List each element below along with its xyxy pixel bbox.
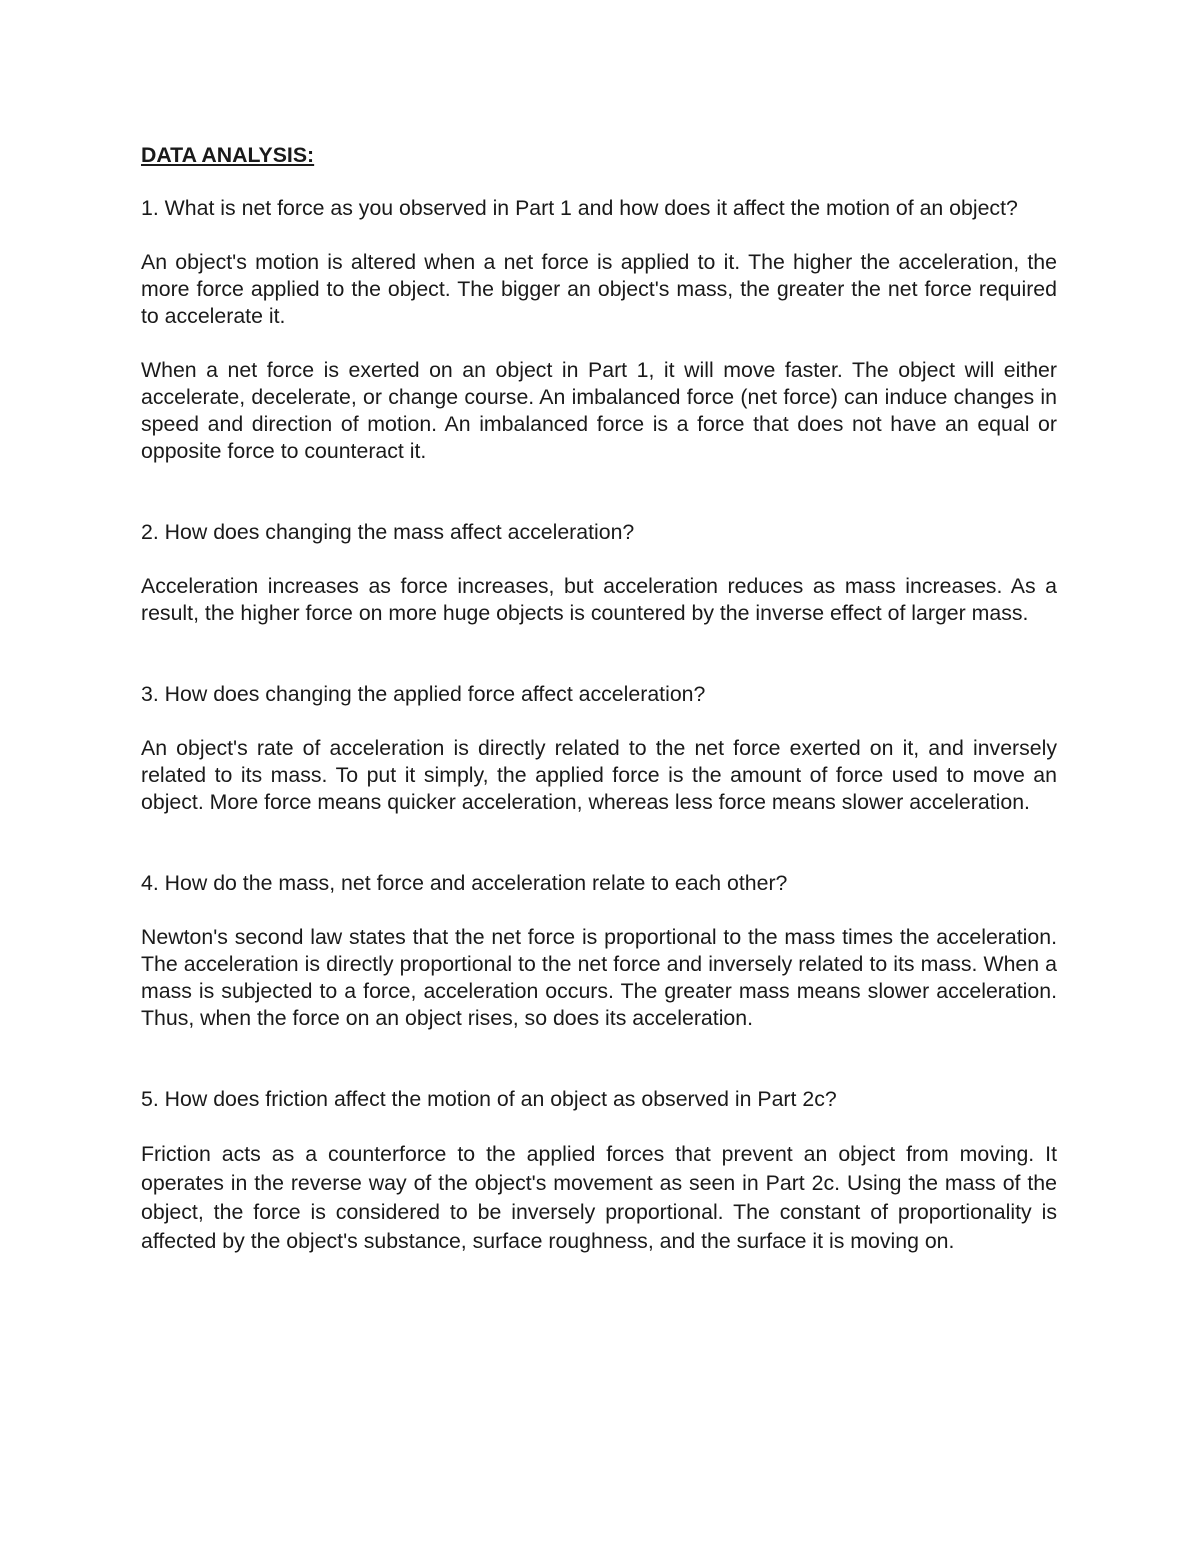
answer-1-paragraph-1: An object's motion is altered when a net force is applied to it. The higher the acceleration, the more force applied to the object. The bigger an object's mass, the greater the net force required to accelerate it.	[141, 250, 1057, 328]
section-3	[141, 681, 1057, 816]
document-page	[141, 142, 1057, 1256]
question-3: 3. How does changing the applied force affect acceleration?	[141, 682, 706, 706]
section-2	[141, 519, 1057, 627]
answer-3: An object's rate of acceleration is directly related to the net force exerted on it, and inversely related to its mass. To put it simply, the applied force is the amount of force used to move an object. More force means quicker acceleration, whereas less force means slower acceleration.	[141, 736, 1057, 814]
question-4: 4. How do the mass, net force and acceleration relate to each other?	[141, 871, 788, 895]
answer-4: Newton's second law states that the net force is proportional to the mass times the acceleration. The acceleration is directly proportional to the net force and inversely related to its mass. When a mass is subjected to a force, acceleration occurs. The greater mass means slower acceleration. Thus, when the force on an object rises, so does its acceleration.	[141, 925, 1057, 1030]
answer-2: Acceleration increases as force increases, but acceleration reduces as mass increases. As a result, the higher force on more huge objects is countered by the inverse effect of larger mass.	[141, 574, 1057, 625]
question-1: 1. What is net force as you observed in Part 1 and how does it affect the motion of an object?	[141, 196, 1018, 220]
page-title: DATA ANALYSIS:	[141, 143, 315, 167]
question-2: 2. How does changing the mass affect acceleration?	[141, 520, 635, 544]
section-4	[141, 870, 1057, 1032]
answer-5: Friction acts as a counterforce to the applied forces that prevent an object from moving. It operates in the reverse way of the object's movement as seen in Part 2c. Using the mass of the object, the force is considered to be inversely proportional. The constant of proportionality is affected by the object's substance, surface roughness, and the surface it is moving on.	[141, 1142, 1057, 1253]
question-5: 5. How does friction affect the motion of an object as observed in Part 2c?	[141, 1087, 837, 1111]
answer-1-paragraph-2: When a net force is exerted on an object in Part 1, it will move faster. The object will either accelerate, decelerate, or change course. An imbalanced force (net force) can induce changes in speed and direction of motion. An imbalanced force is a force that does not have an equal or opposite force to counteract it.	[141, 358, 1057, 463]
section-5	[141, 1086, 1057, 1256]
section-1	[141, 195, 1057, 465]
